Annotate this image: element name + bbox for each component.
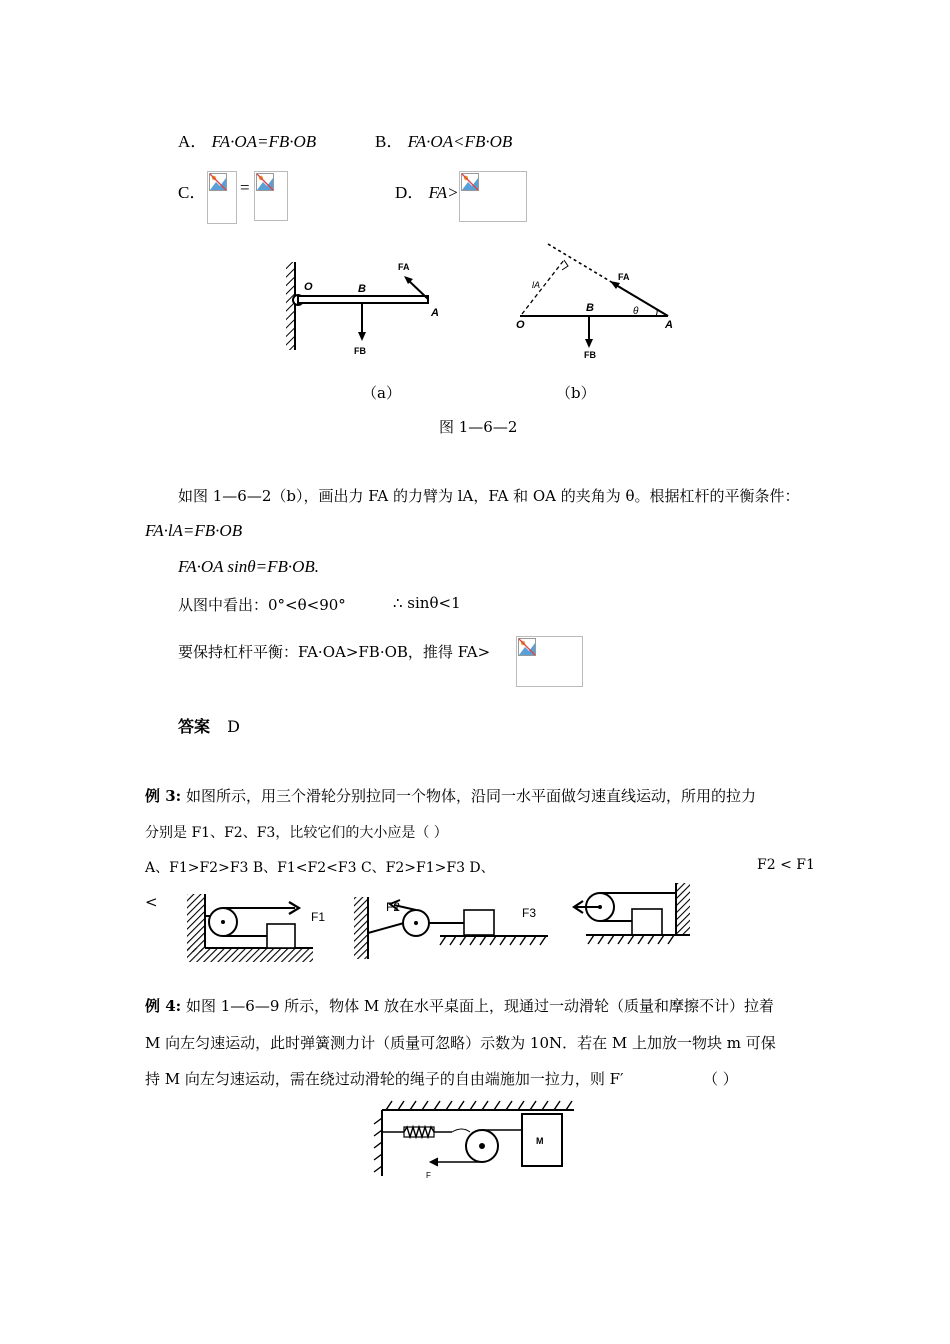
label-a: A (665, 319, 673, 331)
figure-lever-a (270, 250, 450, 370)
solution-line-3: FA·OA sinθ=FB·OB. (178, 557, 320, 576)
example3-text-1: 如图所示，用三个滑轮分别拉同一个物体，沿同一水平面做匀速直线运动，所用的拉力 (185, 787, 756, 805)
option-b-label: B． (375, 132, 404, 151)
solution-line-5: 要保持杠杆平衡：FA·OA>FB·OB，推得 FA> (178, 643, 491, 661)
option-a-label: A． (178, 132, 208, 151)
solution-line-2: FA·lA=FB·OB (145, 521, 243, 540)
solution-line-1: 如图 1—6—2（b），画出力 FA 的力臂为 lA，FA 和 OA 的夹角为 θ。根据杠杆的平衡条件： (178, 487, 800, 505)
label-m: M (536, 1136, 544, 1146)
label-fa: FA (618, 272, 630, 282)
broken-image-placeholder (254, 171, 288, 221)
option-b-expr: FA·OA<FB·OB (407, 132, 513, 151)
example4-paren: （ ） (703, 1070, 738, 1088)
label-b: B (586, 302, 594, 314)
answer-label: 答案 (178, 717, 211, 736)
caption-a: （a） (362, 384, 401, 402)
option-d (395, 178, 459, 203)
block (632, 909, 662, 935)
label-la: lA (532, 280, 541, 290)
option-c-label: C． (178, 183, 207, 202)
label-b: B (358, 283, 366, 295)
example3-option-d-wrap: < (145, 893, 158, 911)
label-o: O (516, 319, 525, 331)
solution-line-4b: ∴ sinθ<1 (393, 594, 461, 612)
force-fa-arrow (616, 285, 668, 316)
option-a-expr: FA·OA=FB·OB (211, 132, 317, 151)
lever-bar (298, 296, 428, 303)
broken-image-icon (256, 173, 274, 191)
label-f2: F2 (386, 900, 401, 914)
pulley-figure-1 (183, 890, 326, 966)
option-d-expr: FA> (428, 183, 459, 202)
pulley-figure-2 (352, 893, 550, 963)
figure-lever-b (508, 238, 688, 366)
example3-text-2: 分别是 F1、F2、F3，比较它们的大小应是（ ） (145, 825, 448, 841)
answer-value: D (227, 717, 240, 736)
example4-line-1 (145, 995, 774, 1016)
lever-arm-dashed (522, 260, 564, 314)
label-f1: F1 (311, 910, 326, 924)
broken-image-icon (518, 638, 536, 656)
example3-options: A、F1>F2>F3 B、F1<F2<F3 C、F2>F1>F3 D、 (145, 860, 495, 876)
example4-text-3: 持 M 向左匀速运动，需在绕过动滑轮的绳子的自由端施加一拉力，则 F′ (145, 1070, 624, 1088)
option-c-eq: = (240, 178, 250, 197)
label-a: A (431, 307, 439, 319)
example3-option-d-tail: F2 < F1 (757, 857, 815, 873)
label-fb: FB (584, 350, 596, 360)
broken-image-placeholder (459, 171, 527, 222)
solution-line-4a: 从图中看出：0°<θ<90° (178, 596, 346, 614)
option-b (375, 127, 512, 152)
example4-label: 例 4: (145, 997, 182, 1015)
figure-caption: 图 1—6—2 (439, 418, 518, 436)
example4-text-2: M 向左匀速运动，此时弹簧测力计（质量可忽略）示数为 10N．若在 M 上加放一物块 m 可保 (145, 1034, 776, 1052)
wall (286, 262, 295, 350)
label-fb: FB (354, 346, 366, 356)
broken-image-icon (461, 173, 479, 191)
label-fa: FA (398, 262, 410, 272)
example4-text-1: 如图 1—6—9 所示，物体 M 放在水平桌面上，现通过一动滑轮（质量和摩擦不计）拉着 (185, 997, 775, 1015)
label-theta: θ (633, 306, 639, 317)
option-a (178, 127, 316, 152)
broken-image-placeholder (207, 171, 237, 224)
figure-spring-pulley (372, 1098, 578, 1182)
block (267, 924, 295, 948)
broken-image-icon (209, 173, 227, 191)
label-f: F (426, 1171, 431, 1180)
answer (178, 714, 240, 737)
broken-image-placeholder (516, 636, 583, 687)
option-d-label: D． (395, 183, 425, 202)
example3-label: 例 3: (145, 787, 182, 805)
block (464, 910, 494, 935)
spring (404, 1127, 434, 1137)
pulley-figure-3 (580, 881, 750, 949)
example3-line-1 (145, 785, 756, 806)
caption-b: （b） (556, 384, 596, 402)
label-f3: F3 (522, 906, 537, 920)
label-o: O (304, 281, 313, 293)
